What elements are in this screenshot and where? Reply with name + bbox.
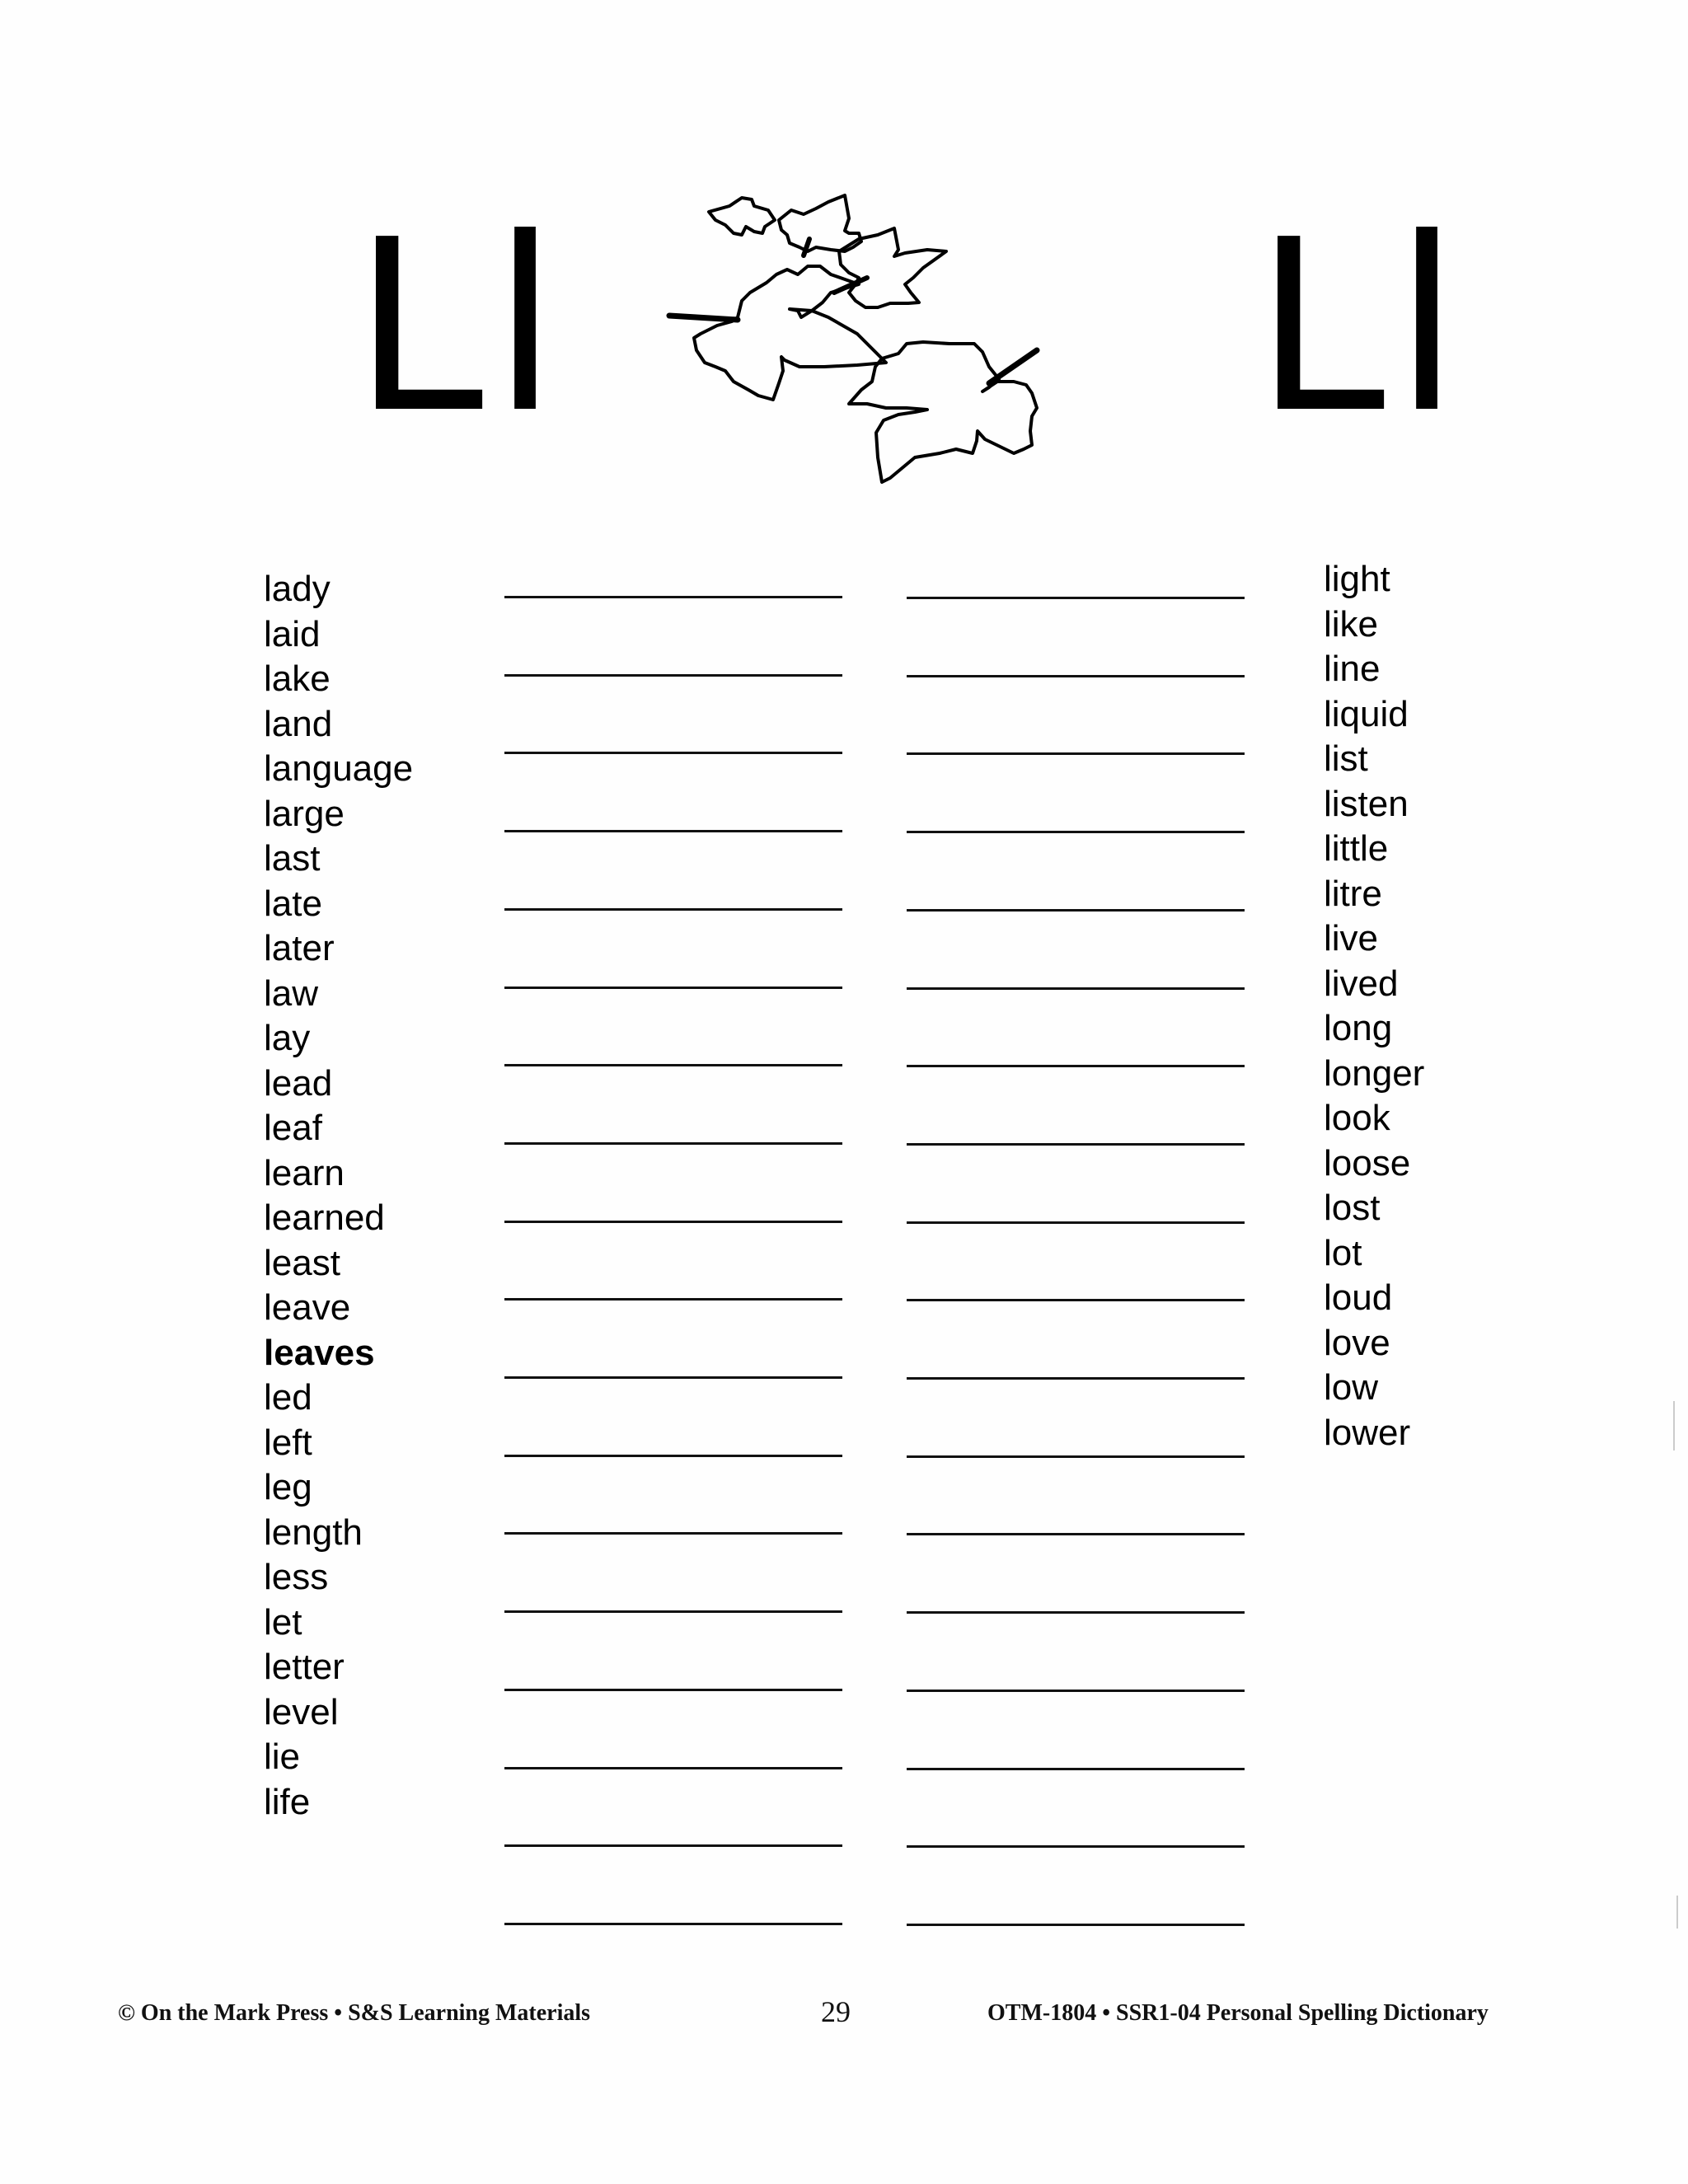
writing-line[interactable] — [504, 1455, 842, 1457]
word-item: let — [264, 1601, 302, 1643]
word-list-left — [264, 567, 413, 1825]
word-item: level — [264, 1691, 339, 1732]
word-item: love — [1324, 1322, 1390, 1363]
word-item: lower — [1324, 1412, 1411, 1453]
writing-line[interactable] — [504, 1298, 842, 1301]
word-item: lead — [264, 1062, 333, 1104]
word-item: loud — [1324, 1277, 1393, 1318]
writing-line[interactable] — [504, 1064, 842, 1066]
word-item: live — [1324, 918, 1379, 958]
word-item: least — [264, 1242, 340, 1283]
word-item: look — [1324, 1098, 1390, 1138]
writing-line[interactable] — [907, 752, 1245, 755]
writing-line[interactable] — [504, 1376, 842, 1379]
word-item: lie — [264, 1736, 301, 1777]
writing-line[interactable] — [504, 1689, 842, 1691]
word-item: large — [264, 793, 345, 834]
word-item: land — [264, 703, 333, 744]
writing-line[interactable] — [907, 1143, 1245, 1146]
writing-line[interactable] — [907, 1299, 1245, 1301]
word-item: light — [1324, 559, 1390, 599]
word-item: led — [264, 1377, 312, 1418]
word-item: late — [264, 883, 322, 924]
writing-line[interactable] — [504, 674, 842, 677]
word-item: listen — [1324, 783, 1409, 824]
leaves-icon — [643, 169, 1113, 507]
writing-line[interactable] — [504, 1767, 842, 1769]
writing-line[interactable] — [907, 1690, 1245, 1692]
word-item: last — [264, 838, 321, 879]
word-item: little — [1324, 828, 1389, 869]
word-item: litre — [1324, 873, 1382, 914]
word-item: less — [264, 1557, 329, 1597]
word-item: lived — [1324, 963, 1399, 1004]
word-item: lay — [264, 1018, 311, 1058]
writing-line[interactable] — [504, 1532, 842, 1535]
writing-line[interactable] — [907, 831, 1245, 833]
word-item: learned — [264, 1197, 385, 1238]
writing-line[interactable] — [907, 1533, 1245, 1535]
page-number: 29 — [821, 1995, 851, 2028]
writing-line[interactable] — [907, 1611, 1245, 1614]
word-item: lake — [264, 658, 331, 699]
scan-artifact — [1673, 1401, 1675, 1451]
word-item: language — [264, 748, 414, 789]
writing-line[interactable] — [504, 1923, 842, 1925]
word-item: later — [264, 928, 335, 968]
word-item: leave — [264, 1287, 351, 1328]
word-item: leaf — [264, 1108, 322, 1148]
writing-line[interactable] — [907, 1455, 1245, 1458]
header-letter-right: Ll — [1258, 181, 1462, 462]
writing-line[interactable] — [907, 1768, 1245, 1770]
writing-line[interactable] — [504, 908, 842, 911]
writing-line[interactable] — [907, 1924, 1245, 1926]
writing-line[interactable] — [907, 1065, 1245, 1067]
word-item: lost — [1324, 1188, 1381, 1228]
writing-line[interactable] — [504, 1221, 842, 1223]
scan-artifact — [1676, 1896, 1678, 1929]
word-item: learn — [264, 1152, 345, 1193]
word-item: low — [1324, 1367, 1379, 1408]
word-item: leg — [264, 1467, 312, 1507]
word-item: liquid — [1324, 693, 1409, 734]
word-item: law — [264, 972, 319, 1014]
writing-line[interactable] — [504, 1610, 842, 1613]
word-item: lot — [1324, 1232, 1362, 1273]
writing-line[interactable] — [907, 909, 1245, 912]
word-item: life — [264, 1781, 311, 1822]
word-item: left — [264, 1422, 312, 1463]
word-item-highlighted: leaves — [264, 1332, 375, 1373]
writing-line[interactable] — [907, 1845, 1245, 1848]
writing-line[interactable] — [907, 675, 1245, 677]
writing-line[interactable] — [907, 987, 1245, 990]
word-item: like — [1324, 603, 1379, 644]
word-item: letter — [264, 1647, 345, 1687]
writing-line[interactable] — [504, 1142, 842, 1145]
word-item: line — [1324, 649, 1381, 689]
word-item: laid — [264, 613, 321, 654]
writing-line[interactable] — [504, 987, 842, 989]
header-letter-left: Ll — [356, 181, 560, 462]
writing-line[interactable] — [907, 1377, 1245, 1380]
writing-line[interactable] — [504, 1844, 842, 1847]
word-item: long — [1324, 1008, 1393, 1048]
word-item: list — [1324, 738, 1368, 779]
word-item: length — [264, 1511, 363, 1553]
writing-line[interactable] — [504, 596, 842, 598]
word-item: longer — [1324, 1052, 1425, 1094]
writing-line[interactable] — [504, 830, 842, 832]
word-item: lady — [264, 569, 331, 609]
word-item: loose — [1324, 1142, 1411, 1183]
writing-line[interactable] — [504, 752, 842, 754]
word-list-right — [1324, 557, 1424, 1455]
footer-publisher: © On the Mark Press • S&S Learning Materials — [118, 2000, 591, 2026]
footer-book-title: OTM-1804 • SSR1-04 Personal Spelling Dictionary — [987, 2000, 1489, 2026]
writing-line[interactable] — [907, 1221, 1245, 1224]
writing-line[interactable] — [907, 597, 1245, 599]
